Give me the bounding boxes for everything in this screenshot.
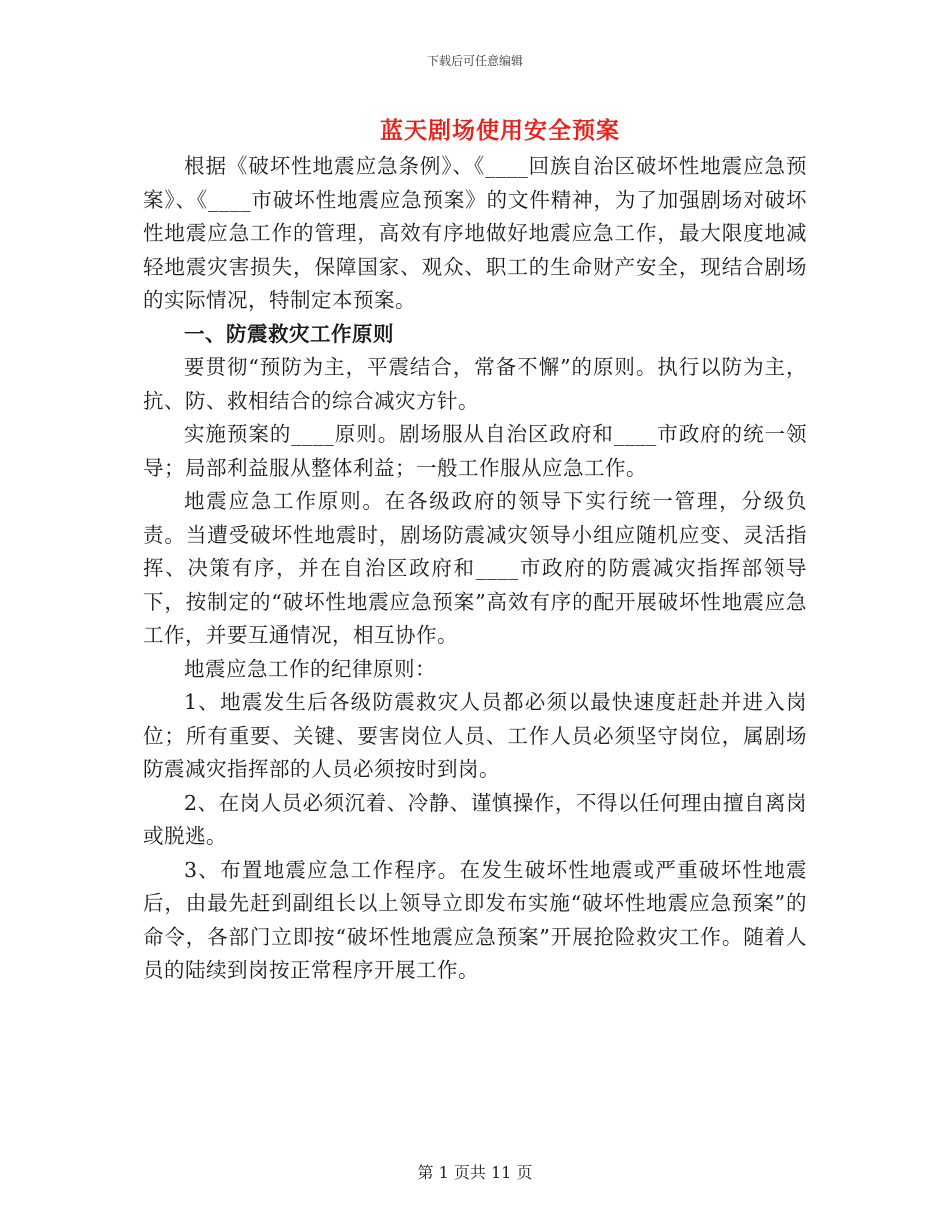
list-item: 3、布置地震应急工作程序。在发生破坏性地震或严重破坏性地震后，由最先赶到副组长以上领导立即发布实施“破坏性地震应急预案”的命令，各部门立即按“破坏性地震应急预案”开展抢险救灾工作。随着人员的陆续到岗按正常程序开展工作。	[143, 857, 807, 982]
section-heading: 一、防震救灾工作原则	[184, 321, 394, 346]
principle-paragraph: 地震应急工作的纪律原则：	[184, 656, 436, 681]
list-item: 2、在岗人员必须沉着、冷静、谨慎操作，不得以任何理由擅自离岗或脱逃。	[143, 790, 807, 848]
list-item: 1、地震发生后各级防震救灾人员都必须以最快速度赶赴并进入岗位；所有重要、关键、要害岗位人员、工作人员必须坚守岗位，属剧场防震减灾指挥部的人员必须按时到岗。	[143, 690, 807, 781]
principle-paragraph: 实施预案的____原则。剧场服从自治区政府和____市政府的统一领导；局部利益服从整体利益；一般工作服从应急工作。	[143, 422, 807, 480]
document-title: 蓝天剧场使用安全预案	[380, 117, 620, 144]
page-footer: 第 1 页共 11 页	[417, 1163, 533, 1182]
intro-paragraph: 根据《破坏性地震应急条例》、《____回族自治区破坏性地震应急预案》、《____市破坏性地震应急预案》的文件精神，为了加强剧场对破坏性地震应急工作的管理，高效有序地做好地震应急工作，最大限度地减轻地震灾害损失，保障国家、观众、职工的生命财产安全，现结合剧场的实际情况，特制定本预案。	[143, 154, 807, 312]
principle-paragraph: 地震应急工作原则。在各级政府的领导下实行统一管理，分级负责。当遭受破坏性地震时，剧场防震减灾领导小组应随机应变、灵活指挥、决策有序，并在自治区政府和____市政府的防震减灾指挥部领导下，按制定的“破坏性地震应急预案”高效有序的配开展破坏性地震应急工作，并要互通情况，相互协作。	[143, 489, 807, 647]
document-body	[143, 150, 807, 988]
header-note: 下载后可任意编辑	[426, 54, 523, 68]
principle-paragraph: 要贯彻“预防为主，平震结合，常备不懈”的原则。执行以防为主，抗、防、救相结合的综合减灾方针。	[143, 355, 807, 413]
